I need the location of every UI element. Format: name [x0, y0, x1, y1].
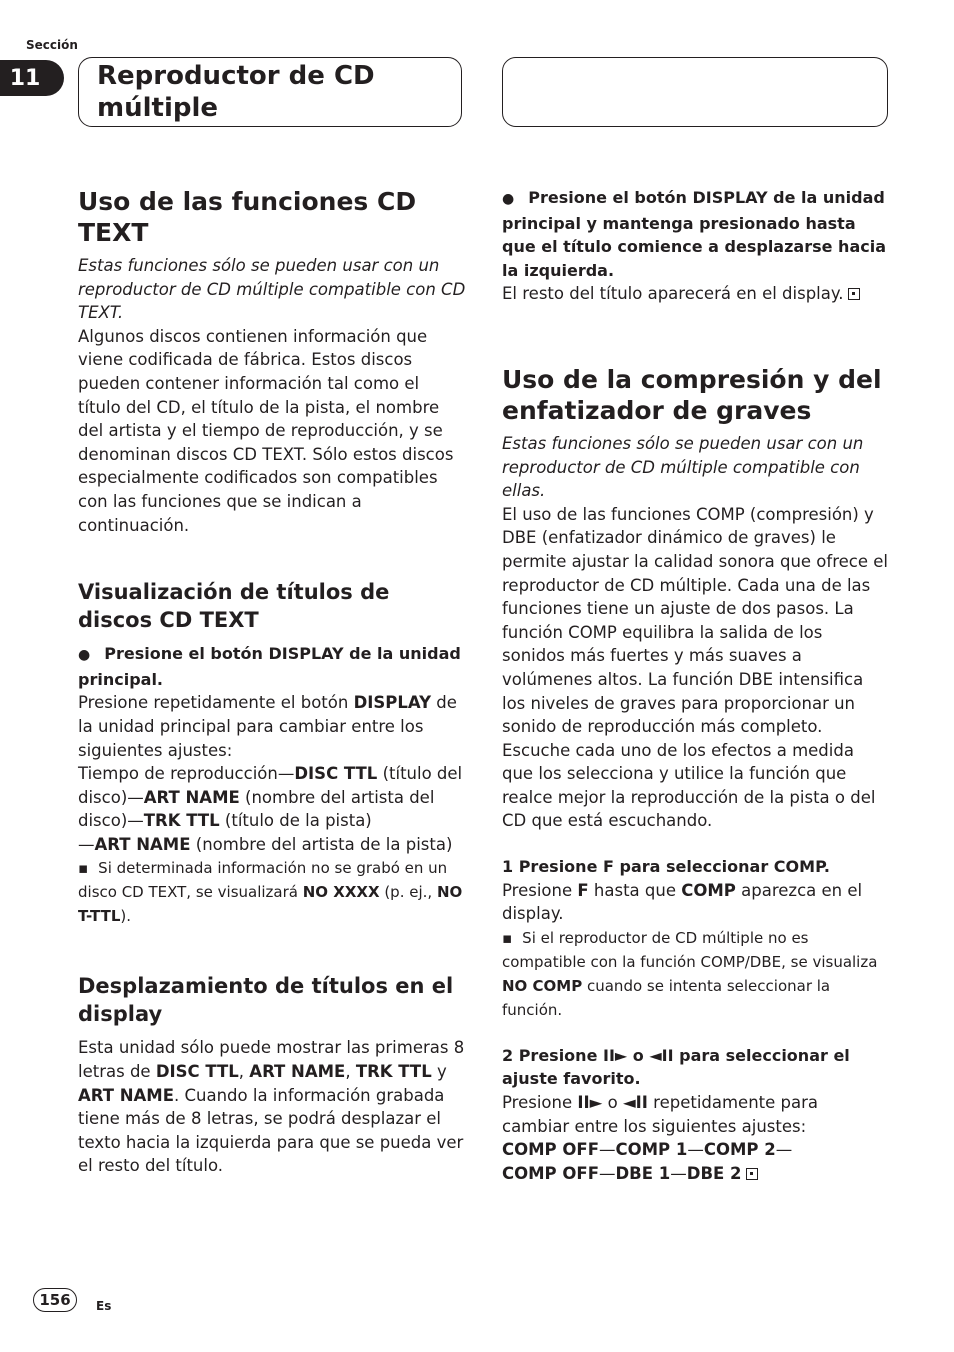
display-titles-sequence: Tiempo de reproducción—DISC TTL (título del disco)—ART NAME (nombre del artista del disco)—TRK TTL (título de la pista) —ART NAME (nombre del artista de la pista)	[78, 764, 463, 854]
step-1-select-comp: 1 Presione F para seleccionar COMP.	[502, 857, 830, 877]
section-label: Sección	[26, 38, 78, 52]
step-text: Presione el botón DISPLAY de la unidad principal.	[78, 644, 461, 689]
section-number-badge: 11	[0, 60, 64, 96]
display-titles-body: Presione repetidamente el botón DISPLAY de la unidad principal para cambiar entre los siguientes ajustes:	[78, 693, 457, 760]
subsection-title-scroll-titles: Desplazamiento de títulos en el display	[78, 974, 454, 1027]
scroll-titles-body: Esta unidad sólo puede mostrar las primeras 8 letras de DISC TTL, ART NAME, TRK TTL y ART NAME. Cuando la información grabada tiene más de 8 letras, se podrá desplazar el texto hacia la izquierda para que se pueda ver el resto del título.	[78, 1038, 465, 1176]
chapter-title: Reproductor de CD múltiple	[97, 61, 375, 123]
display-titles-note: ▪ Si determinada información no se grabó en un disco CD TEXT, se visualizará NO XXXX (p. ej., NO T-TTL).	[78, 856, 466, 928]
comp-note: ▪ Si el reproductor de CD múltiple no es compatible con la función COMP/DBE, se visualiza NO COMP cuando se intenta seleccionar la función.	[502, 926, 890, 1022]
end-mark-icon	[848, 288, 860, 300]
header-right-frame	[502, 57, 888, 127]
language-code: Es	[96, 1299, 112, 1313]
section-title-cd-text: Uso de las funciones CD TEXT	[78, 187, 417, 247]
reverse-button-icon: ◄II	[649, 1045, 674, 1065]
reverse-button-icon: ◄II	[622, 1093, 648, 1113]
section-title-comp-dbe: Uso de la compresión y del enfatizador de graves	[502, 364, 882, 425]
note-icon	[502, 929, 522, 947]
step-1-body: Presione F hasta que COMP aparezca en el display.	[502, 880, 863, 924]
forward-button-icon: II►	[577, 1093, 603, 1113]
comp-dbe-intro: Estas funciones sólo se pueden usar con un reproductor de CD múltiple compatible con ellas.	[502, 433, 864, 501]
forward-button-icon: II►	[602, 1045, 628, 1065]
subsection-title-display-titles: Visualización de títulos de discos CD TEXT	[78, 580, 390, 633]
bullet-icon	[78, 644, 104, 663]
step-2-select-setting: 2 Presione II► o ◄II para seleccionar el ajuste favorito.	[502, 1045, 850, 1089]
left-column	[78, 186, 466, 1178]
step-display-titles	[78, 642, 466, 691]
cd-text-body: Algunos discos contienen información que viene codificada de fábrica. Estos discos pueden contener información tal como el título del CD, el título de la pista, el nombre del artista y el tiempo de reproducción, y se denominan discos CD TEXT. Sólo estos discos especialmente codificados son compatibles con las funciones que se indican a continuación.	[78, 326, 454, 535]
page-number: 156	[33, 1288, 77, 1312]
scroll-title-result: El resto del título aparecerá en el display.	[502, 282, 890, 306]
cd-text-intro: Estas funciones sólo se pueden usar con un reproductor de CD múltiple compatible con CD TEXT.	[78, 256, 466, 323]
step-2-body: Presione II► o ◄II repetidamente para cambiar entre los siguientes ajustes:	[502, 1093, 819, 1136]
comp-dbe-body: El uso de las funciones COMP (compresión) y DBE (enfatizador dinámico de graves) le permite ajustar la calidad sonora que ofrece el reproductor de CD múltiple. Cada una de las funciones tiene un ajuste de dos pasos. La función COMP equilibra la salida de los sonidos más fuertes y más suaves a volúmenes altos. La función DBE intensifica los niveles de graves para proporcionar un sonido de reproducción más completo. Escuche cada uno de los efectos a medida que los selecciona y utilice la función que realce mejor la reproducción de la pista o del CD que está escuchando.	[502, 504, 888, 831]
end-mark-icon	[746, 1168, 758, 1180]
comp-dbe-sequence: COMP OFF—COMP 1—COMP 2— COMP OFF—DBE 1—DBE 2	[502, 1140, 793, 1183]
right-column	[502, 186, 890, 1185]
note-icon	[78, 859, 98, 877]
step-scroll-title	[502, 186, 890, 282]
bullet-icon	[502, 188, 528, 207]
step-text: Presione el botón DISPLAY de la unidad principal y mantenga presionado hasta que el título comience a desplazarse hacia la izquierda.	[502, 188, 886, 280]
